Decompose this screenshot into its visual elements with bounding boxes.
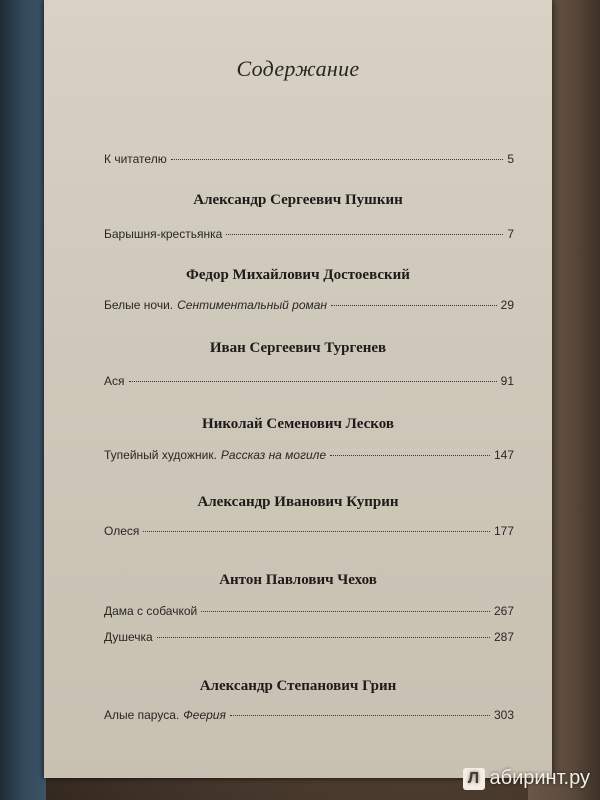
toc-entry xyxy=(104,630,514,644)
entry-page: 303 xyxy=(493,708,514,722)
page-title: Содержание xyxy=(236,56,360,81)
entry-page: 147 xyxy=(493,448,514,462)
entry-title: Белые ночи. xyxy=(104,298,174,312)
dot-leader xyxy=(157,637,490,638)
labirint-watermark xyxy=(463,767,591,790)
entry-title: Тупейный художник. xyxy=(104,448,217,462)
entry-subtitle: Сентиментальный роман xyxy=(177,298,328,312)
book-cover-edge-left xyxy=(0,0,46,800)
entry-page: 5 xyxy=(507,152,514,166)
dot-leader xyxy=(171,159,504,160)
toc-entry-intro xyxy=(104,152,514,166)
author-heading: Антон Павлович Чехов xyxy=(219,572,377,588)
entry-title: Барышня-крестьянка xyxy=(104,227,223,241)
dot-leader xyxy=(226,234,503,235)
toc-entry xyxy=(104,374,514,388)
dot-leader xyxy=(230,715,490,716)
dot-leader xyxy=(129,381,497,382)
entry-page: 267 xyxy=(493,604,514,618)
toc-entry xyxy=(104,227,514,241)
author-heading: Александр Сергеевич Пушкин xyxy=(193,192,403,208)
entry-page: 29 xyxy=(500,298,514,312)
toc-entry xyxy=(104,524,514,538)
entry-page: 287 xyxy=(493,630,514,644)
toc-entry xyxy=(104,708,514,722)
author-heading: Александр Степанович Грин xyxy=(199,678,397,694)
entry-title: Дама с собачкой xyxy=(104,604,198,618)
author-heading: Иван Сергеевич Тургенев xyxy=(209,340,387,356)
labirint-logo-icon: Л xyxy=(463,768,485,790)
entry-subtitle: Феерия xyxy=(183,708,226,722)
entry-title: Олеся xyxy=(104,524,140,538)
watermark-text: абиринт.ру xyxy=(489,767,590,789)
dot-leader xyxy=(143,531,490,532)
entry-title: Алые паруса. xyxy=(104,708,180,722)
entry-subtitle: Рассказ на могиле xyxy=(220,448,327,462)
toc-entry xyxy=(104,604,514,618)
dot-leader xyxy=(330,455,490,456)
dot-leader xyxy=(201,611,490,612)
entry-title: Душечка xyxy=(104,630,153,644)
dot-leader xyxy=(331,305,497,306)
author-heading: Николай Семенович Лесков xyxy=(202,416,394,432)
entry-page: 177 xyxy=(493,524,514,538)
entry-title: Ася xyxy=(104,374,125,388)
toc-entry xyxy=(104,448,514,462)
book-page xyxy=(44,0,552,778)
author-heading: Александр Иванович Куприн xyxy=(197,494,399,510)
entry-page: 7 xyxy=(507,227,514,241)
author-heading: Федор Михайлович Достоевский xyxy=(186,267,410,283)
toc-entry xyxy=(104,298,514,312)
entry-title: К читателю xyxy=(104,152,167,166)
entry-page: 91 xyxy=(500,374,514,388)
